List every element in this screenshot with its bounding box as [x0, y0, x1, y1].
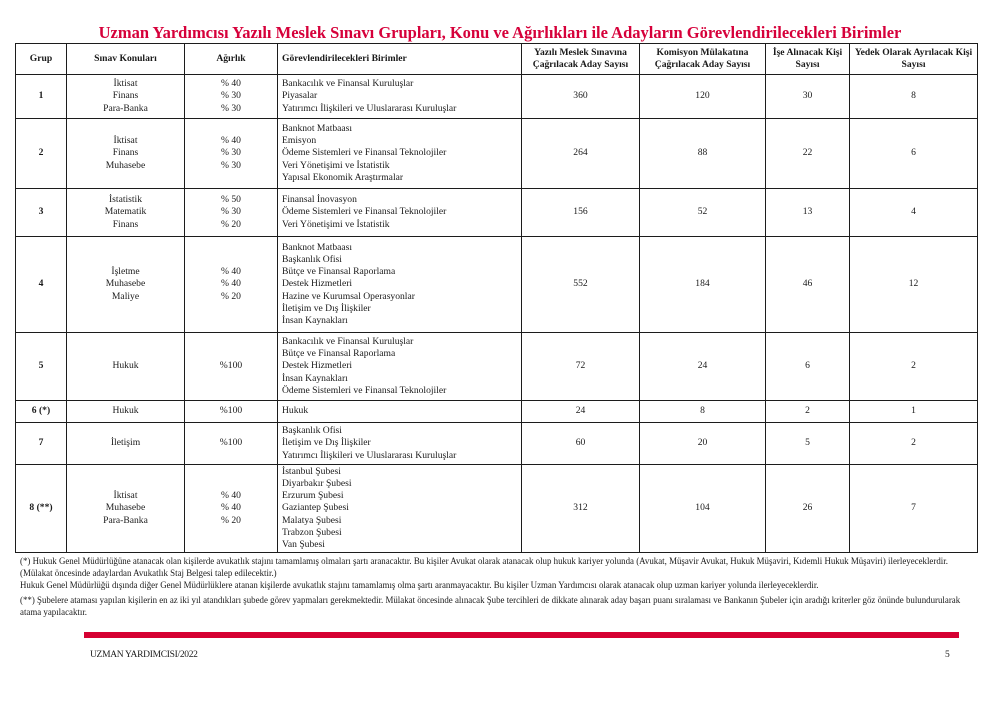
subject-weight: % 20 [221, 218, 241, 230]
assigned-unit: Yatırımcı İlişkileri ve Uluslararası Kuruluşlar [282, 449, 457, 461]
assigned-unit: Veri Yönetişimi ve İstatistik [282, 218, 390, 230]
subject-weight: % 30 [221, 147, 241, 159]
assigned-unit: Banknot Matbaası [282, 122, 353, 134]
hires-count-cell: 2 [766, 401, 850, 423]
written-exam-candidates-cell: 60 [522, 423, 640, 465]
subject-weight: % 30 [221, 102, 241, 114]
assigned-unit: Gaziantep Şubesi [282, 502, 349, 514]
assigned-unit: Yatırımcı İlişkileri ve Uluslararası Kuruluşlar [282, 102, 457, 114]
reserve-count-cell: 2 [850, 333, 978, 401]
assigned-unit: Başkanlık Ofisi [282, 425, 342, 437]
weight-cell [185, 401, 278, 423]
written-exam-candidates-cell: 360 [522, 75, 640, 119]
header-ise-alinacak: İşe Alınacak Kişi Sayısı [766, 44, 850, 75]
exam-subjects-cell [67, 119, 185, 189]
interview-candidates-cell: 120 [640, 75, 766, 119]
reserve-count-cell: 7 [850, 465, 978, 553]
written-exam-candidates-cell: 312 [522, 465, 640, 553]
assigned-unit: Van Şubesi [282, 539, 325, 550]
subject-weight: % 50 [221, 194, 241, 206]
assigned-units-cell [278, 423, 522, 465]
written-exam-candidates-cell: 72 [522, 333, 640, 401]
subject-weight: % 40 [221, 490, 241, 502]
subject-weight: %100 [219, 405, 243, 417]
exam-subject: Para-Banka [103, 514, 148, 526]
assigned-unit: İstanbul Şubesi [282, 465, 341, 477]
exam-subject: İstatistik [108, 194, 143, 206]
table-row [16, 401, 978, 423]
exam-subject: İletişim [110, 437, 141, 449]
group-number-cell: 3 [16, 189, 67, 237]
exam-subject: Finans [112, 90, 139, 102]
exam-subject: Para-Banka [103, 102, 148, 114]
weight-cell [185, 75, 278, 119]
weight-cell [185, 237, 278, 333]
exam-subject: İktisat [113, 490, 138, 502]
assigned-units-cell [278, 465, 522, 553]
exam-subject: İktisat [113, 78, 138, 90]
exam-subject: İktisat [113, 135, 138, 147]
hires-count-cell: 5 [766, 423, 850, 465]
group-number-cell: 8 (**) [16, 465, 67, 553]
exam-subject: Hukuk [112, 360, 139, 372]
group-number-cell: 5 [16, 333, 67, 401]
group-number-cell: 2 [16, 119, 67, 189]
header-yedek: Yedek Olarak Ayrılacak Kişi Sayısı [850, 44, 978, 75]
assigned-unit: Destek Hizmetleri [282, 278, 353, 290]
hires-count-cell: 46 [766, 237, 850, 333]
exam-subjects-cell [67, 237, 185, 333]
assigned-unit: Destek Hizmetleri [282, 360, 353, 372]
hires-count-cell: 13 [766, 189, 850, 237]
weight-cell [185, 119, 278, 189]
group-number-cell: 7 [16, 423, 67, 465]
subject-weight: % 40 [221, 278, 241, 290]
table-row [16, 237, 978, 333]
interview-candidates-cell: 104 [640, 465, 766, 553]
assigned-unit: Emisyon [282, 135, 317, 147]
subject-weight: % 40 [221, 266, 241, 278]
footer-document-label: UZMAN YARDIMCISI/2022 [90, 650, 198, 660]
reserve-count-cell: 12 [850, 237, 978, 333]
reserve-count-cell: 4 [850, 189, 978, 237]
interview-candidates-cell: 88 [640, 119, 766, 189]
assigned-unit: İletişim ve Dış İlişkiler [282, 437, 371, 449]
table-row [16, 119, 978, 189]
group-number-cell: 4 [16, 237, 67, 333]
reserve-count-cell: 8 [850, 75, 978, 119]
assigned-units-cell [278, 189, 522, 237]
assigned-unit: Hazine ve Kurumsal Operasyonlar [282, 290, 415, 302]
subject-weight: % 30 [221, 159, 241, 171]
footnote-lawyer: (*) Hukuk Genel Müdürlüğüne atanacak olan kişilerde avukatlık stajını tamamlamış olmaları şartı aranacaktır. Bu kişiler Avukat olarak atanacak olup hukuk kariyer yolunda (Avukat, Müşavir Avukat, Hukuk Müşaviri, Kıdemli Hukuk Müşaviri) ilerleyeceklerdir. (Mülakat öncesinde adaylardan Avukatlık Staj Belgesi talep edilecektir.) [20, 556, 948, 578]
subject-weight: % 30 [221, 206, 241, 218]
assigned-unit: Diyarbakır Şubesi [282, 477, 352, 489]
interview-candidates-cell: 24 [640, 333, 766, 401]
header-yazili-aday: Yazılı Meslek Sınavına Çağrılacak Aday Sayısı [522, 44, 640, 75]
exam-subjects-cell [67, 333, 185, 401]
header-agirlik: Ağırlık [185, 44, 278, 75]
assigned-units-cell [278, 237, 522, 333]
hires-count-cell: 26 [766, 465, 850, 553]
written-exam-candidates-cell: 264 [522, 119, 640, 189]
assigned-unit: Bankacılık ve Finansal Kuruluşlar [282, 335, 414, 347]
table-row [16, 333, 978, 401]
interview-candidates-cell: 8 [640, 401, 766, 423]
interview-candidates-cell: 20 [640, 423, 766, 465]
subject-weight: % 40 [221, 502, 241, 514]
exam-subjects-cell [67, 423, 185, 465]
assigned-units-cell [278, 119, 522, 189]
weight-cell [185, 465, 278, 553]
subject-weight: % 40 [221, 135, 241, 147]
interview-candidates-cell: 52 [640, 189, 766, 237]
assigned-unit: Başkanlık Ofisi [282, 253, 342, 265]
exam-groups-table [15, 43, 978, 553]
assigned-unit: Bankacılık ve Finansal Kuruluşlar [282, 78, 414, 90]
interview-candidates-cell: 184 [640, 237, 766, 333]
assigned-unit: Piyasalar [282, 90, 318, 102]
assigned-unit: Bütçe ve Finansal Raporlama [282, 348, 396, 360]
assigned-unit: Banknot Matbaası [282, 241, 353, 253]
header-birimler: Görevlendirilecekleri Birimler [278, 44, 522, 75]
subject-weight: % 20 [221, 290, 241, 302]
table-row [16, 465, 978, 553]
assigned-unit: Ödeme Sistemleri ve Finansal Teknolojiler [282, 206, 447, 218]
hires-count-cell: 22 [766, 119, 850, 189]
weight-cell [185, 423, 278, 465]
exam-subject: Maliye [111, 290, 140, 302]
table-header-row [16, 44, 978, 75]
table-row [16, 189, 978, 237]
written-exam-candidates-cell: 24 [522, 401, 640, 423]
assigned-unit: Ödeme Sistemleri ve Finansal Teknolojiler [282, 147, 447, 159]
page-title: Uzman Yardımcısı Yazılı Meslek Sınavı Grupları, Konu ve Ağırlıkları ile Adayların Görevlendirilecekleri Birimler [98, 23, 902, 42]
assigned-units-cell [278, 401, 522, 423]
table-row [16, 423, 978, 465]
assigned-unit: İletişim ve Dış İlişkiler [282, 302, 371, 314]
hires-count-cell: 6 [766, 333, 850, 401]
exam-subject: İşletme [111, 266, 140, 278]
assigned-unit: İnsan Kaynakları [282, 372, 348, 384]
subject-weight: % 20 [221, 514, 241, 526]
assigned-unit: Veri Yönetişimi ve İstatistik [282, 159, 390, 171]
exam-subject: Muhasebe [105, 159, 146, 171]
assigned-units-cell [278, 333, 522, 401]
exam-subject: Matematik [104, 206, 147, 218]
reserve-count-cell: 6 [850, 119, 978, 189]
reserve-count-cell: 1 [850, 401, 978, 423]
subject-weight: % 30 [221, 90, 241, 102]
subject-weight: %100 [219, 437, 243, 449]
assigned-units-cell [278, 75, 522, 119]
hires-count-cell: 30 [766, 75, 850, 119]
reserve-count-cell: 2 [850, 423, 978, 465]
assigned-unit: Finansal İnovasyon [282, 194, 357, 206]
assigned-unit: Erzurum Şubesi [282, 490, 344, 502]
exam-subject: Hukuk [112, 405, 139, 417]
exam-subjects-cell [67, 465, 185, 553]
exam-subject: Muhasebe [105, 278, 146, 290]
exam-subjects-cell [67, 401, 185, 423]
subject-weight: %100 [219, 360, 243, 372]
header-grup: Grup [16, 44, 67, 75]
weight-cell [185, 189, 278, 237]
exam-subjects-cell [67, 189, 185, 237]
assigned-unit: Yapısal Ekonomik Araştırmalar [282, 171, 404, 183]
assigned-unit: İnsan Kaynakları [282, 315, 348, 326]
written-exam-candidates-cell: 156 [522, 189, 640, 237]
exam-subject: Finans [112, 218, 139, 230]
table-row [16, 75, 978, 119]
assigned-unit: Hukuk [282, 405, 309, 417]
written-exam-candidates-cell: 552 [522, 237, 640, 333]
footnote-branches: (**) Şubelere ataması yapılan kişilerin en az iki yıl atandıkları şubede görev yapmaları gerekmektedir. Mülakat öncesinde alınacak Şube tercihleri de dikkate alınarak aday başarı puanı sıralaması ve Bankanın Şubeler için aradığı kriterler göz önünde bulundurularak atama yapılacaktır. [20, 595, 961, 617]
assigned-unit: Malatya Şubesi [282, 514, 342, 526]
group-number-cell: 6 (*) [16, 401, 67, 423]
footer-accent-bar [84, 632, 959, 638]
header-sinav-konulari: Sınav Konuları [67, 44, 185, 75]
assigned-unit: Ödeme Sistemleri ve Finansal Teknolojiler [282, 384, 447, 396]
footnote-other-directorates: Hukuk Genel Müdürlüğü dışında diğer Genel Müdürlüklere atanan kişilerde avukatlık stajını tamamlamış olma şartı aranmayacaktır. Bu kişiler Uzman Yardımcısı olarak atanacak olup uzman kariyer yolunda ilerleyeceklerdir. [20, 580, 819, 590]
weight-cell [185, 333, 278, 401]
assigned-unit: Bütçe ve Finansal Raporlama [282, 266, 396, 278]
footnotes [20, 555, 980, 618]
header-mulakat-aday: Komisyon Mülakatına Çağrılacak Aday Sayısı [640, 44, 766, 75]
assigned-unit: Trabzon Şubesi [282, 526, 342, 538]
group-number-cell: 1 [16, 75, 67, 119]
page-number: 5 [945, 650, 950, 660]
exam-subject: Finans [112, 147, 139, 159]
exam-subjects-cell [67, 75, 185, 119]
subject-weight: % 40 [221, 78, 241, 90]
exam-subject: Muhasebe [105, 502, 146, 514]
